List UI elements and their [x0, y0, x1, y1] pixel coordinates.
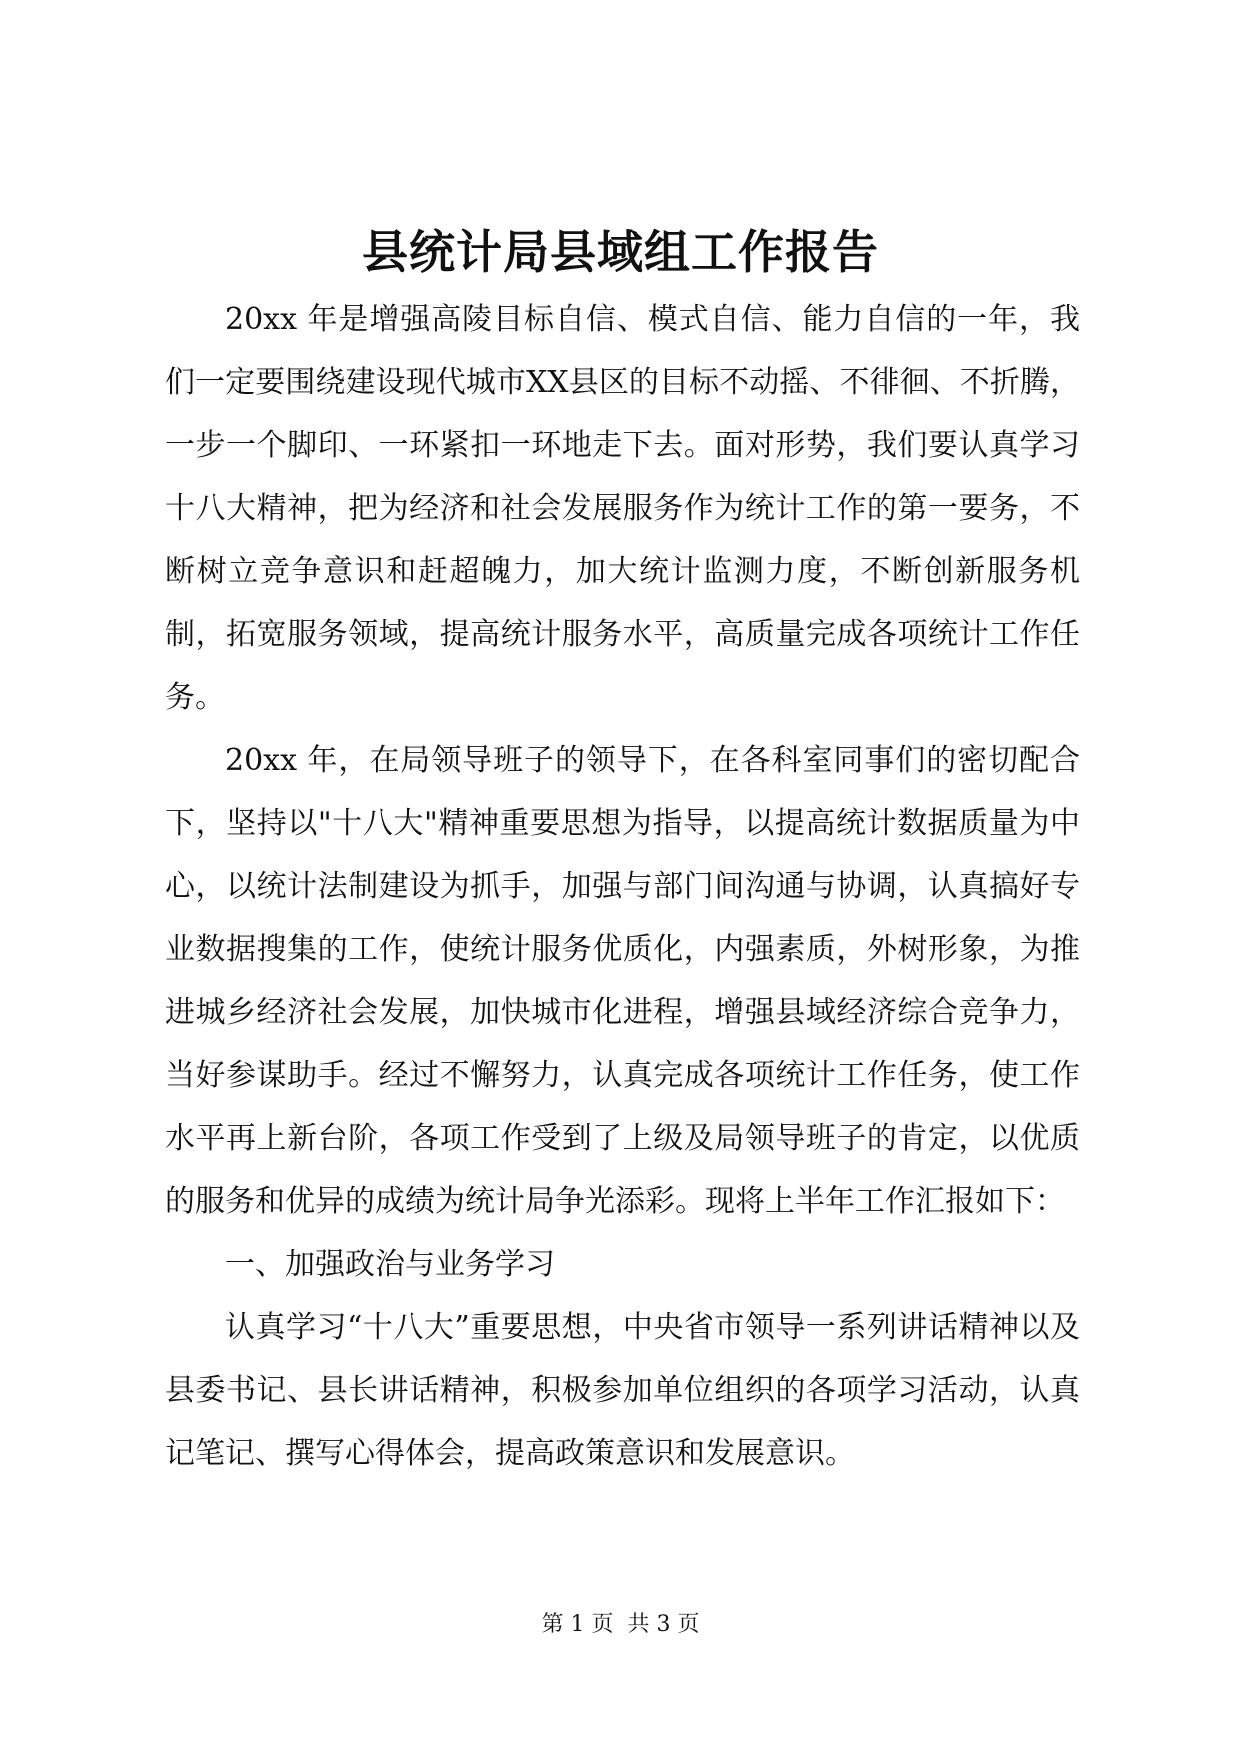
section-heading: 一、加强政治与业务学习 — [225, 1247, 555, 1282]
paragraph-section-one: 认真学习“十八大”重要思想，中央省市领导一系列讲话精神以及县委书记、县长讲话精神，积极参加单位组织的各项学习活动，认真记笔记、撰写心得体会，提高政策意识和发展意识。 — [165, 1310, 1080, 1471]
page-number-label: 第 1 页 共 3 页 — [541, 1612, 700, 1637]
document-title: 县统计局县域组工作报告 — [362, 225, 879, 279]
document-body — [165, 288, 1080, 1485]
paragraph-intro: 20xx 年是增强高陵目标自信、模式自信、能力自信的一年，我们一定要围绕建设现代城市XX县区的目标不动摇、不徘徊、不折腾，一步一个脚印、一环紧扣一环地走下去。面对形势，我们要认真学习十八大精神，把为经济和社会发展服务作为统计工作的第一要务，不断树立竞争意识和赶超魄力，加大统计监测力度，不断创新服务机制，拓宽服务领域，提高统计服务水平，高质量完成各项统计工作任务。 — [165, 302, 1080, 715]
paragraph-summary: 20xx 年，在局领导班子的领导下，在各科室同事们的密切配合下，坚持以"十八大"精神重要思想为指导，以提高统计数据质量为中心，以统计法制建设为抓手，加强与部门间沟通与协调，认真搞好专业数据搜集的工作，使统计服务优质化，内强素质，外树形象，为推进城乡经济社会发展，加快城市化进程，增强县域经济综合竞争力，当好参谋助手。经过不懈努力，认真完成各项统计工作任务，使工作水平再上新台阶，各项工作受到了上级及局领导班子的肯定，以优质的服务和优异的成绩为统计局争光添彩。现将上半年工作汇报如下： — [165, 743, 1080, 1219]
page-footer — [0, 1610, 1241, 1640]
